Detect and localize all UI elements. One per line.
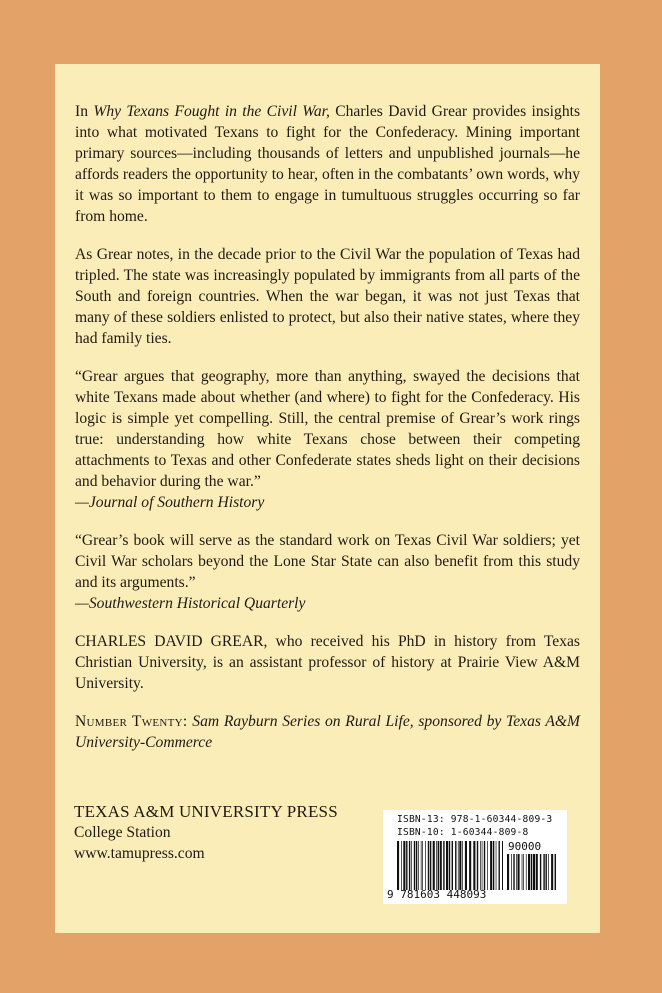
barcode-bar [482, 841, 483, 890]
barcode-bar [502, 841, 503, 890]
publisher-city: College Station [74, 824, 171, 841]
barcode-bar [446, 841, 448, 890]
barcode-bar [397, 841, 399, 890]
barcode-bar [430, 841, 431, 890]
barcode-bar [546, 854, 547, 890]
barcode-bar [406, 841, 407, 890]
barcode-bar [458, 841, 459, 890]
barcode-bar [490, 841, 492, 890]
intro-text: Charles David Grear provides insights into what motivated Texans to fight for the Confederacy. Mining important primary sources—including thousands of letters and unpublished journals—he affords readers the opportunity to hear, often in the combatants’ own words, why it was so important to them to engage in tumultuous struggles occurring so far from home. [75, 103, 581, 225]
ean-digits: 9 781603 448093 [387, 888, 487, 901]
barcode-bars [397, 841, 503, 890]
barcode-bar [416, 841, 417, 890]
barcode-bar [548, 854, 549, 890]
barcode-bar [551, 854, 553, 890]
barcode-bar [425, 841, 426, 890]
barcode-bar [531, 854, 532, 890]
review-source: —Southwestern Historical Quarterly [75, 595, 306, 612]
barcode-bar [496, 841, 497, 890]
barcode-bar [409, 841, 410, 890]
barcode-bar [499, 841, 500, 890]
barcode-bar [473, 841, 475, 890]
barcode-bar [540, 854, 541, 890]
barcode-bar [516, 854, 517, 890]
series-number: Number Twenty: [75, 713, 188, 730]
review-source: —Journal of Southern History [75, 494, 265, 511]
barcode-bar [452, 841, 453, 890]
price-code: 90000 [508, 840, 542, 853]
barcode-bar [543, 854, 544, 890]
barcode-bar [411, 841, 412, 890]
barcode-addon-bars [507, 854, 557, 890]
book-title: Why Texans Fought in the Civil War, [93, 103, 330, 120]
barcode-bar [421, 841, 422, 890]
intro-prefix: In [75, 103, 94, 120]
barcode-bar [518, 854, 520, 890]
barcode-bar [449, 841, 450, 890]
barcode-bar [443, 841, 444, 890]
barcode-bar [465, 841, 467, 890]
barcode-bar [511, 854, 512, 890]
barcode-bar [513, 854, 514, 890]
barcode-bar [455, 841, 456, 890]
barcode-bar [422, 841, 423, 890]
review-quote: “Grear’s book will serve as the standard work on Texas Civil War soldiers; yet Civil War scholars beyond the Lone Star State can also benefit from this study and its arguments.” [75, 532, 580, 591]
back-cover-panel [55, 64, 600, 933]
barcode-bar [418, 841, 419, 890]
isbn-barcode [383, 810, 567, 904]
barcode-bar [507, 854, 509, 890]
publisher-website: www.tamupress.com [74, 845, 205, 862]
barcode-bar [440, 841, 442, 890]
author-bio: CHARLES DAVID GREAR, who received his PhD in history from Texas Christian University, is an assistant professor of history at Prairie View A&M University. [75, 633, 580, 692]
intro-paragraph [75, 101, 580, 227]
barcode-bar [438, 841, 439, 890]
review-quote: “Grear argues that geography, more than anything, swayed the decisions that white Texans made about whether (and where) to fight for the Confederacy. His logic is simple yet compelling. Still, the central premise of Grear’s work rings true: understanding how white Texans chose between their competing attachments to Texas and other Confederate states sheds light on their decisions and behavior during the war.” [75, 368, 580, 490]
barcode-bar [477, 841, 478, 890]
barcode-bar [459, 841, 461, 890]
barcode-bar [401, 841, 402, 890]
barcode-bar [480, 841, 481, 890]
barcode-bar [522, 854, 523, 890]
series-note [75, 711, 580, 753]
barcode-bar [462, 841, 463, 890]
barcode-bar [484, 841, 485, 890]
context-paragraph: As Grear notes, in the decade prior to the Civil War the population of Texas had tripled. The state was increasingly populated by immigrants from all parts of the South and foreign countries. When the war began, it was not just Texas that many of these soldiers enlisted to protect, but also their native states, where they had family ties. [75, 246, 580, 347]
cover-text [75, 101, 580, 770]
series-name: Sam Rayburn Series on Rural Life, sponsored by Texas A&M University-Commerce [75, 713, 580, 751]
barcode-bar [469, 841, 471, 890]
barcode-bar [528, 854, 530, 890]
isbn-10: ISBN-10: 1-60344-809-8 [397, 827, 529, 838]
barcode-bar [436, 841, 437, 890]
barcode-bar [487, 841, 488, 890]
barcode-bar [428, 841, 429, 890]
barcode-bar [523, 854, 524, 890]
barcode-bar [555, 854, 556, 890]
barcode-bar [533, 854, 535, 890]
publisher-name: TEXAS A&M UNIVERSITY PRESS [74, 802, 338, 821]
isbn-13: ISBN-13: 978-1-60344-809-3 [397, 814, 553, 825]
barcode-bar [414, 841, 415, 890]
publisher-block [74, 801, 338, 864]
barcode-bar [433, 841, 435, 890]
barcode-bar [403, 841, 405, 890]
barcode-bar [526, 854, 527, 890]
barcode-bar [536, 854, 538, 890]
barcode-bar [493, 841, 494, 890]
